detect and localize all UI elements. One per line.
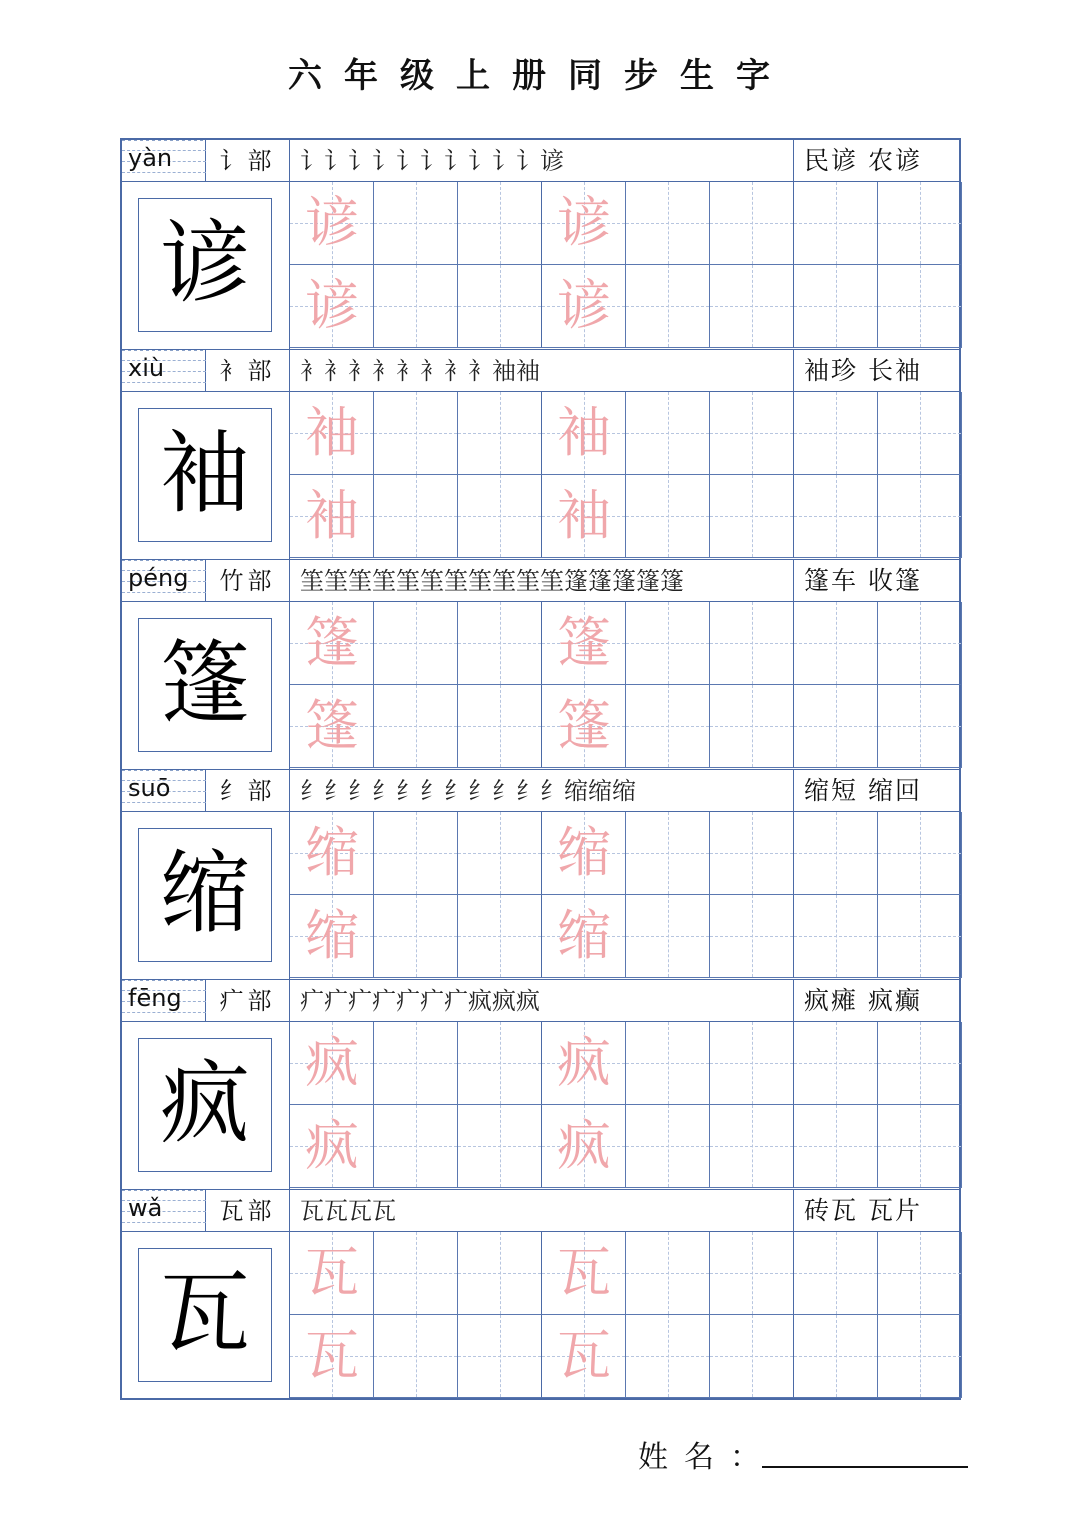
writing-cell[interactable]: [290, 602, 374, 685]
example-words: 砖瓦 瓦片: [804, 1196, 922, 1225]
trace-character: 谚: [305, 274, 359, 337]
writing-cell[interactable]: [626, 475, 710, 558]
writing-grid: [290, 812, 959, 978]
writing-cell[interactable]: [290, 1315, 374, 1398]
practice-area: [122, 1232, 959, 1400]
writing-cell[interactable]: [290, 475, 374, 558]
radical-label: 衤部: [206, 350, 290, 392]
writing-cell[interactable]: [794, 475, 878, 558]
writing-cell[interactable]: [458, 685, 542, 768]
writing-cell[interactable]: [878, 1315, 962, 1398]
writing-cell[interactable]: [374, 392, 458, 475]
model-character: 瓦: [138, 1248, 272, 1382]
practice-sheet: [120, 138, 961, 1400]
writing-cell[interactable]: [878, 602, 962, 685]
writing-cell[interactable]: [374, 602, 458, 685]
block-header: [122, 770, 959, 812]
writing-cell[interactable]: [878, 895, 962, 978]
writing-cell[interactable]: [878, 685, 962, 768]
writing-cell[interactable]: [290, 1022, 374, 1105]
pinyin-cell: [122, 560, 206, 602]
radical-label: 疒部: [206, 980, 290, 1022]
stroke-order-text: 筀筀筀筀筀筀筀筀筀筀筀篷篷篷篷篷: [300, 567, 684, 595]
writing-cell[interactable]: [542, 895, 626, 978]
writing-cell[interactable]: [542, 1232, 626, 1315]
writing-cell[interactable]: [626, 392, 710, 475]
pinyin-guide-line: [122, 592, 206, 593]
writing-cell[interactable]: [794, 685, 878, 768]
trace-character: 谚: [557, 274, 611, 337]
stroke-order-text: 讠讠讠讠讠讠讠讠讠讠谚: [300, 147, 564, 175]
writing-cell[interactable]: [542, 182, 626, 265]
stroke-order-text: 衤衤衤衤衤衤衤衤袖袖: [300, 357, 540, 385]
character-block: [122, 560, 959, 770]
trace-character: 缩: [557, 904, 611, 967]
writing-cell[interactable]: [374, 895, 458, 978]
writing-cell[interactable]: [626, 1022, 710, 1105]
model-character: 篷: [138, 618, 272, 752]
model-character-cell: [122, 392, 290, 560]
writing-cell[interactable]: [794, 602, 878, 685]
pinyin-cell: [122, 1190, 206, 1232]
name-input-line[interactable]: [762, 1466, 968, 1468]
writing-cell[interactable]: [710, 1232, 794, 1315]
writing-cell[interactable]: [458, 1022, 542, 1105]
trace-character: 篷: [305, 694, 359, 757]
writing-cell[interactable]: [626, 182, 710, 265]
writing-cell[interactable]: [878, 265, 962, 348]
writing-cell[interactable]: [374, 475, 458, 558]
writing-cell[interactable]: [794, 265, 878, 348]
model-character: 疯: [138, 1038, 272, 1172]
writing-cell[interactable]: [794, 182, 878, 265]
trace-character: 篷: [557, 611, 611, 674]
trace-character: 疯: [305, 1114, 359, 1177]
trace-character: 袖: [557, 484, 611, 547]
pinyin-text: suō: [128, 774, 171, 802]
character-block: [122, 770, 959, 980]
stroke-order: [290, 140, 794, 182]
writing-grid: [290, 1232, 959, 1398]
stroke-order-text: 疒疒疒疒疒疒疒疯疯疯: [300, 987, 540, 1015]
writing-cell[interactable]: [710, 1315, 794, 1398]
writing-cell[interactable]: [794, 1232, 878, 1315]
writing-cell[interactable]: [374, 265, 458, 348]
practice-area: [122, 812, 959, 980]
writing-cell[interactable]: [542, 1315, 626, 1398]
writing-cell[interactable]: [290, 392, 374, 475]
trace-character: 篷: [305, 611, 359, 674]
pinyin-cell: [122, 980, 206, 1022]
character-block: [122, 350, 959, 560]
model-character: 缩: [138, 828, 272, 962]
writing-cell[interactable]: [458, 265, 542, 348]
writing-cell[interactable]: [710, 602, 794, 685]
writing-cell[interactable]: [290, 895, 374, 978]
pinyin-text: fēng: [128, 984, 182, 1012]
name-label: 姓名：: [638, 1440, 776, 1475]
model-character: 袖: [138, 408, 272, 542]
writing-cell[interactable]: [710, 392, 794, 475]
writing-cell[interactable]: [542, 265, 626, 348]
pinyin-text: péng: [128, 564, 189, 592]
block-header: [122, 1190, 959, 1232]
trace-character: 篷: [557, 694, 611, 757]
character-block: [122, 1190, 959, 1400]
model-character-cell: [122, 812, 290, 980]
writing-cell[interactable]: [794, 812, 878, 895]
stroke-order: [290, 770, 794, 812]
block-header: [122, 350, 959, 392]
writing-cell[interactable]: [626, 1232, 710, 1315]
writing-cell[interactable]: [290, 812, 374, 895]
example-words: 篷车 收篷: [804, 566, 922, 595]
writing-cell[interactable]: [542, 602, 626, 685]
trace-character: 瓦: [305, 1241, 359, 1304]
model-character-cell: [122, 182, 290, 350]
writing-cell[interactable]: [542, 1022, 626, 1105]
practice-area: [122, 182, 959, 350]
writing-cell[interactable]: [458, 182, 542, 265]
stroke-order: [290, 560, 794, 602]
radical-label: 纟部: [206, 770, 290, 812]
block-header: [122, 140, 959, 182]
writing-cell[interactable]: [374, 1315, 458, 1398]
pinyin-guide-line: [122, 1222, 206, 1223]
writing-cell[interactable]: [878, 1022, 962, 1105]
writing-cell[interactable]: [878, 812, 962, 895]
writing-cell[interactable]: [710, 685, 794, 768]
writing-cell[interactable]: [374, 1022, 458, 1105]
pinyin-guide-line: [122, 1012, 206, 1013]
writing-cell[interactable]: [626, 895, 710, 978]
stroke-order: [290, 1190, 794, 1232]
character-block: [122, 140, 959, 350]
writing-cell[interactable]: [710, 895, 794, 978]
writing-cell[interactable]: [290, 1105, 374, 1188]
pinyin-guide-line: [122, 802, 206, 803]
stroke-order: [290, 350, 794, 392]
trace-character: 疯: [305, 1031, 359, 1094]
block-header: [122, 980, 959, 1022]
writing-cell[interactable]: [626, 812, 710, 895]
example-words: 缩短 缩回: [804, 776, 922, 805]
radical-label: 讠部: [206, 140, 290, 182]
writing-cell[interactable]: [542, 1105, 626, 1188]
pinyin-text: wǎ: [128, 1194, 163, 1222]
writing-cell[interactable]: [794, 1022, 878, 1105]
writing-cell[interactable]: [458, 475, 542, 558]
pinyin-guide-line: [122, 172, 206, 173]
trace-character: 谚: [557, 191, 611, 254]
pinyin-cell: [122, 350, 206, 392]
page-title: 六年级上册同步生字: [288, 56, 792, 96]
writing-cell[interactable]: [710, 265, 794, 348]
writing-cell[interactable]: [542, 812, 626, 895]
stroke-order-text: 纟纟纟纟纟纟纟纟纟纟纟缩缩缩: [300, 777, 636, 805]
trace-character: 瓦: [557, 1324, 611, 1387]
model-character: 谚: [138, 198, 272, 332]
writing-cell[interactable]: [794, 1105, 878, 1188]
writing-cell[interactable]: [542, 392, 626, 475]
writing-cell[interactable]: [458, 1232, 542, 1315]
writing-cell[interactable]: [794, 1315, 878, 1398]
trace-character: 瓦: [305, 1324, 359, 1387]
writing-cell[interactable]: [878, 1232, 962, 1315]
writing-cell[interactable]: [710, 1022, 794, 1105]
writing-cell[interactable]: [878, 1105, 962, 1188]
writing-cell[interactable]: [626, 1315, 710, 1398]
trace-character: 袖: [305, 401, 359, 464]
writing-cell[interactable]: [878, 182, 962, 265]
model-character-cell: [122, 602, 290, 770]
writing-cell[interactable]: [710, 182, 794, 265]
writing-cell[interactable]: [374, 685, 458, 768]
writing-cell[interactable]: [626, 685, 710, 768]
writing-cell[interactable]: [710, 812, 794, 895]
writing-cell[interactable]: [374, 812, 458, 895]
trace-character: 袖: [557, 401, 611, 464]
trace-character: 疯: [557, 1114, 611, 1177]
writing-cell[interactable]: [290, 685, 374, 768]
writing-cell[interactable]: [542, 685, 626, 768]
writing-cell[interactable]: [794, 895, 878, 978]
writing-cell[interactable]: [710, 1105, 794, 1188]
writing-cell[interactable]: [878, 475, 962, 558]
writing-grid: [290, 1022, 959, 1188]
pinyin-text: xiù: [128, 354, 165, 382]
example-words: 民谚 农谚: [804, 146, 922, 175]
practice-area: [122, 1022, 959, 1190]
pinyin-text: yàn: [128, 144, 173, 172]
writing-cell[interactable]: [290, 182, 374, 265]
writing-cell[interactable]: [626, 265, 710, 348]
writing-cell[interactable]: [458, 1105, 542, 1188]
character-block: [122, 980, 959, 1190]
practice-area: [122, 392, 959, 560]
writing-cell[interactable]: [710, 475, 794, 558]
writing-cell[interactable]: [290, 1232, 374, 1315]
writing-cell[interactable]: [374, 1232, 458, 1315]
writing-cell[interactable]: [626, 602, 710, 685]
writing-grid: [290, 602, 959, 768]
writing-cell[interactable]: [794, 392, 878, 475]
pinyin-cell: [122, 770, 206, 812]
trace-character: 谚: [305, 191, 359, 254]
model-character-cell: [122, 1232, 290, 1400]
pinyin-cell: [122, 140, 206, 182]
radical-label: 瓦部: [206, 1190, 290, 1232]
writing-cell[interactable]: [458, 602, 542, 685]
writing-cell[interactable]: [458, 895, 542, 978]
model-character-cell: [122, 1022, 290, 1190]
trace-character: 缩: [557, 821, 611, 884]
practice-area: [122, 602, 959, 770]
writing-cell[interactable]: [374, 1105, 458, 1188]
trace-character: 袖: [305, 484, 359, 547]
stroke-order-text: 瓦瓦瓦瓦: [300, 1197, 396, 1225]
trace-character: 缩: [305, 821, 359, 884]
writing-cell[interactable]: [626, 1105, 710, 1188]
trace-character: 缩: [305, 904, 359, 967]
writing-cell[interactable]: [458, 392, 542, 475]
writing-cell[interactable]: [458, 812, 542, 895]
stroke-order: [290, 980, 794, 1022]
pinyin-guide-line: [122, 382, 206, 383]
trace-character: 瓦: [557, 1241, 611, 1304]
trace-character: 疯: [557, 1031, 611, 1094]
example-words: 疯瘫 疯癫: [804, 986, 922, 1015]
writing-cell[interactable]: [878, 392, 962, 475]
writing-cell[interactable]: [542, 475, 626, 558]
writing-cell[interactable]: [458, 1315, 542, 1398]
radical-label: 竹部: [206, 560, 290, 602]
writing-grid: [290, 182, 959, 348]
writing-grid: [290, 392, 959, 558]
block-header: [122, 560, 959, 602]
example-words: 袖珍 长袖: [804, 356, 922, 385]
writing-cell[interactable]: [290, 265, 374, 348]
writing-cell[interactable]: [374, 182, 458, 265]
